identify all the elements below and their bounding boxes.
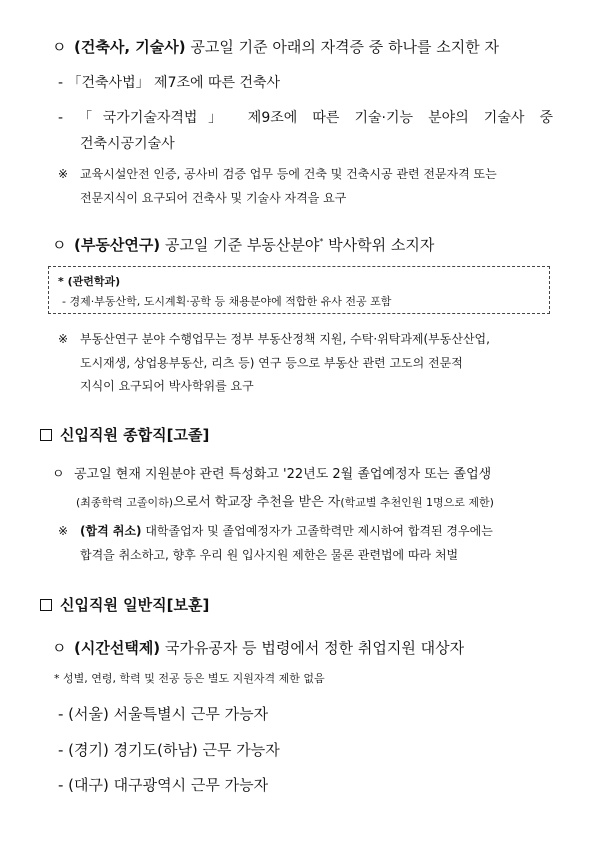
circle-bullet: ㅇ <box>52 236 67 254</box>
realestate-text-2: 박사학위 소지자 <box>323 236 435 254</box>
related-major-text: - 경제·부동산학, 도시계획·공학 등 채용분야에 적합한 유사 전공 포함 <box>62 295 392 308</box>
asterisk-sup: * <box>319 237 324 246</box>
section-title-veterans-text: 신입직원 일반직[보훈] <box>60 596 210 614</box>
architect-note-a <box>58 165 497 182</box>
square-bullet-icon <box>40 599 52 611</box>
architect-detail-2b: 건축시공기술사 <box>80 136 175 152</box>
realestate-note-c: 지식이 요구되어 박사학위를 요구 <box>80 379 254 393</box>
highschool-line-2c: (학교별 추천인원 1명으로 제한) <box>340 496 494 509</box>
highschool-line-2 <box>76 491 494 510</box>
architect-detail-1: - 「건축사법」 제7조에 따른 건축사 <box>58 75 281 91</box>
highschool-note-a-text: 대학졸업자 및 졸업예정자가 고졸학력만 제시하여 합격된 경우에는 <box>141 524 493 538</box>
realestate-note-a <box>58 330 490 347</box>
highschool-note-b: 합격을 취소하고, 향후 우리 원 입사지원 제한은 물론 관련법에 따라 처벌 <box>80 548 459 562</box>
architect-note-a-text: 교육시설안전 인증, 공사비 검증 업무 등에 건축 및 건축시공 관련 전문자격 또는 <box>80 167 497 181</box>
location-item-gyeonggi: - (경기) 경기도(하남) 근무 가능자 <box>58 741 280 759</box>
highschool-note-lead: (합격 취소) <box>80 524 142 538</box>
related-major-title: * (관련학과) <box>58 275 121 288</box>
veterans-text: 국가유공자 등 법령에서 정한 취업지원 대상자 <box>160 639 465 657</box>
note-mark: ※ <box>58 524 69 538</box>
highschool-line-2b: 으로서 학교장 추천을 받은 자 <box>173 495 341 510</box>
architect-lead: (건축사, 기술사) <box>74 38 186 56</box>
veterans-lead: (시간선택제) <box>74 639 161 657</box>
section-title-veterans <box>40 594 209 615</box>
circle-bullet: ㅇ <box>52 38 67 56</box>
square-bullet-icon <box>40 429 52 441</box>
architect-note-b: 전문지식이 요구되어 건축사 및 기술사 자격을 요구 <box>80 191 347 205</box>
location-item-seoul: - (서울) 서울특별시 근무 가능자 <box>58 705 269 723</box>
note-mark: ※ <box>58 167 69 181</box>
section-title-highschool-text: 신입직원 종합직[고졸] <box>60 426 210 444</box>
highschool-line-2a: (최종학력 고졸이하) <box>76 496 174 509</box>
qualification-realestate-line <box>52 234 434 255</box>
veterans-star-note: * 성별, 연령, 학력 및 전공 등은 별도 지원자격 제한 없음 <box>54 672 325 685</box>
highschool-note-a <box>58 522 493 539</box>
realestate-lead: (부동산연구) <box>74 236 161 254</box>
qualification-architect-line <box>52 36 499 57</box>
architect-detail-2a: - 「국가기술자격법」 제9조에 따른 기술·기능 분야의 기술사 중 <box>58 110 553 126</box>
note-mark: ※ <box>58 332 69 346</box>
location-item-daegu: - (대구) 대구광역시 근무 가능자 <box>58 776 269 794</box>
highschool-line-1 <box>52 463 491 482</box>
section-title-highschool <box>40 424 209 445</box>
circle-bullet: ㅇ <box>52 467 65 482</box>
realestate-note-a-text: 부동산연구 분야 수행업무는 정부 부동산정책 지원, 수탁·위탁과제(부동산산업, <box>80 332 490 346</box>
realestate-note-b: 도시재생, 상업용부동산, 리츠 등) 연구 등으로 부동산 관련 고도의 전문적 <box>80 356 463 370</box>
veterans-line <box>52 637 464 658</box>
circle-bullet: ㅇ <box>52 639 67 657</box>
architect-text: 공고일 기준 아래의 자격증 중 하나를 소지한 자 <box>185 38 500 56</box>
highschool-line-1-text: 공고일 현재 지원분야 관련 특성화고 '22년도 2월 졸업예정자 또는 졸업생 <box>74 467 492 482</box>
realestate-text: 공고일 기준 부동산분야 <box>160 236 320 254</box>
